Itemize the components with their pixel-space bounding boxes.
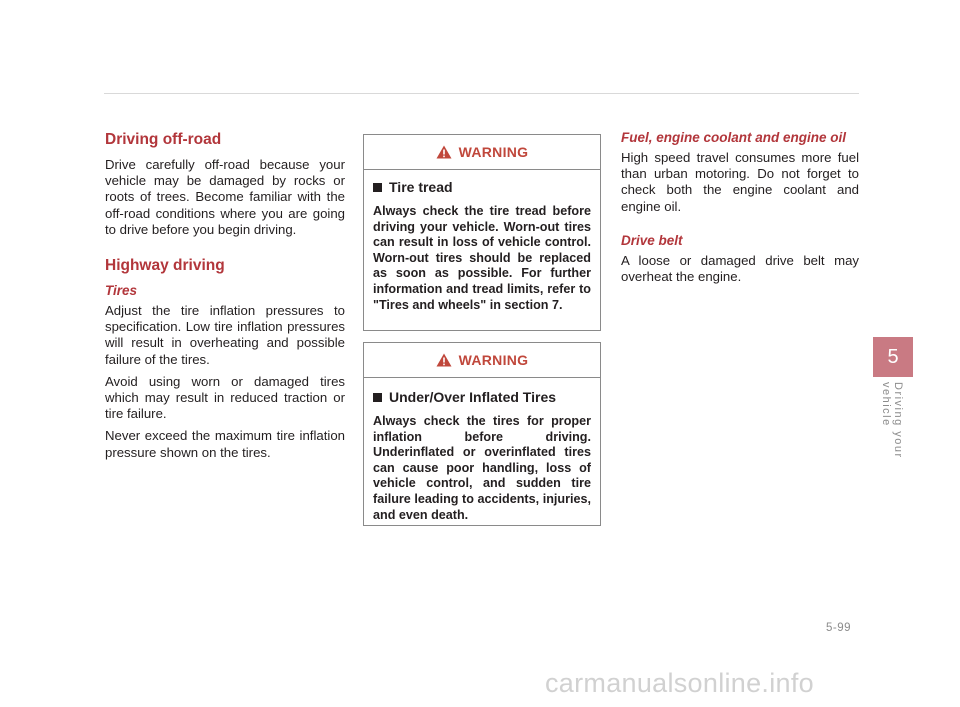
paragraph-tires-3: Never exceed the maximum tire inflation pressure shown on the tires.: [105, 428, 345, 460]
warning-text: Always check the tires for proper inflation before driving. Underinflated or overinflated tires can cause poor handling, loss of vehicle control, and sudden tire failure leading to accidents, injuries, and even death.: [373, 414, 591, 522]
paragraph-tires-1: Adjust the tire inflation pressures to specification. Low tire inflation pressures will result in overheating and possible failure of the tires.: [105, 303, 345, 367]
section-heading-driving-offroad: Driving off-road: [105, 131, 222, 148]
warning-triangle-icon: [436, 353, 452, 367]
paragraph-fuel: High speed travel consumes more fuel than urban motoring. Do not forget to check both the engine coolant and engine oil.: [621, 150, 859, 214]
warning-box-inflated-tires: [363, 342, 601, 526]
paragraph-driving-offroad: Drive carefully off-road because your vehicle may be damaged by rocks or roots of trees. Become familiar with the off-road conditions where you are going to drive before you begin driving.: [105, 157, 345, 237]
warning-title: [373, 388, 591, 406]
warning-box-tire-tread: [363, 134, 601, 331]
section-heading-highway-driving: Highway driving: [105, 257, 225, 275]
subheading-tires: Tires: [105, 283, 138, 299]
warning-body: [364, 378, 600, 523]
right-column: [621, 130, 859, 291]
subheading-drive-belt: Drive belt: [621, 232, 683, 248]
chapter-tab: 5: [873, 337, 913, 377]
warning-title: [373, 178, 591, 196]
left-column: [105, 130, 345, 467]
warning-header: [364, 135, 600, 170]
square-bullet-icon: [373, 393, 382, 402]
page-number: 5-99: [826, 622, 852, 634]
warning-label: WARNING: [458, 352, 529, 368]
top-rule: [104, 93, 859, 94]
square-bullet-icon: [373, 183, 382, 192]
paragraph-drive-belt: A loose or damaged drive belt may overheat the engine.: [621, 252, 859, 285]
chapter-label: Driving your vehicle: [880, 382, 904, 459]
subheading-fuel-coolant-oil: Fuel, engine coolant and engine oil: [621, 130, 847, 145]
warning-text: Always check the tire tread before driving your vehicle. Worn-out tires can result in loss of vehicle control. Worn-out tires should be replaced as soon as possible. For further information and tread limits, refer to "Tires and wheels" in section 7.: [373, 204, 591, 312]
warning-triangle-icon: [436, 145, 452, 159]
warning-header: [364, 343, 600, 378]
watermark: carmanualsonline.info: [545, 668, 814, 698]
warning-label: WARNING: [458, 144, 529, 160]
warning-title-text: Tire tread: [389, 179, 453, 195]
warning-body: [364, 170, 600, 313]
warning-title-text: Under/Over Inflated Tires: [389, 389, 557, 405]
paragraph-tires-2: Avoid using worn or damaged tires which may result in reduced traction or tire failure.: [105, 373, 345, 422]
